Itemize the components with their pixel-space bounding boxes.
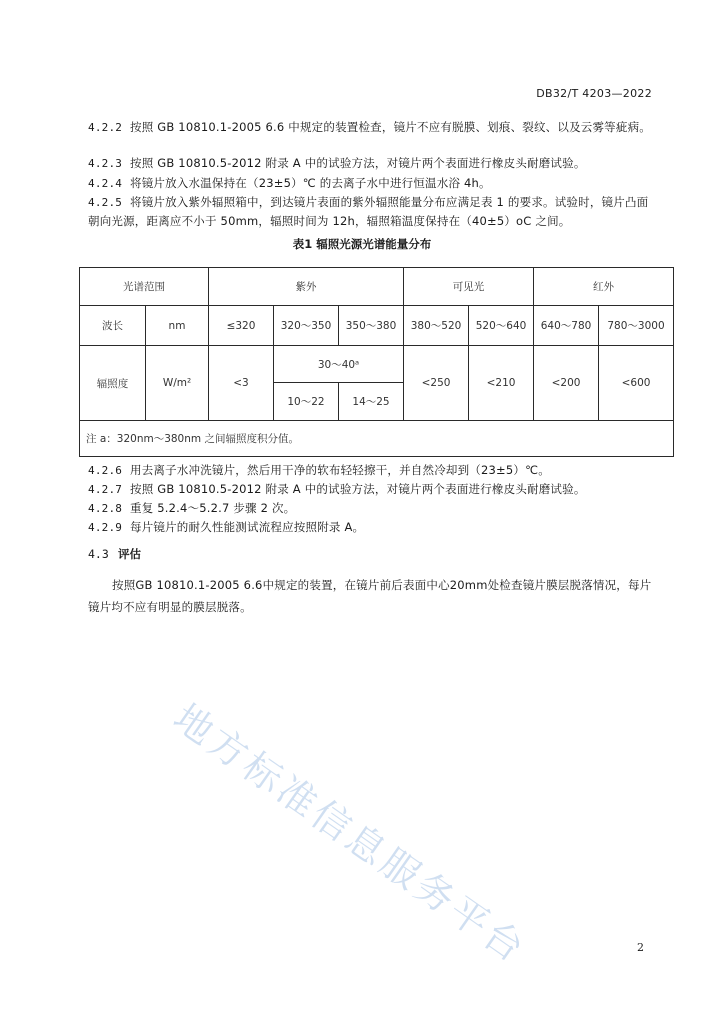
wavelength-cell: 350～380 (339, 306, 404, 346)
clause-4-2-8 (88, 499, 658, 518)
clause-text: 将镜片放入紫外辐照箱中，到达镜片表面的紫外辐照能量分布应满足表 1 的要求。试验时，镜片凸面朝向光源，距离应不小于 50mm，辐照时间为 12h，辐照箱温度保持在（40±5）oC 之间。 (88, 195, 649, 228)
clause-number: 4.2.3 (88, 157, 123, 170)
wavelength-cell: ≤320 (209, 306, 274, 346)
page-number: 2 (637, 941, 644, 954)
clause-text: 按照 GB 10810.1-2005 6.6 中规定的装置检查，镜片不应有脱膜、划痕、裂纹、以及云雾等疵病。 (130, 120, 651, 134)
wavelength-label: 波长 (80, 306, 146, 346)
clause-number: 4.2.9 (88, 521, 123, 534)
irradiance-cell: <3 (209, 346, 274, 421)
wavelength-cell: 640～780 (534, 306, 599, 346)
clause-4-2-6 (88, 461, 658, 480)
wavelength-unit: nm (146, 306, 209, 346)
clause-number: 4.2.4 (88, 177, 123, 190)
clause-4-2-4 (88, 174, 658, 193)
clause-text: 按照 GB 10810.5-2012 附录 A 中的试验方法，对镜片两个表面进行橡皮头耐磨试验。 (130, 482, 586, 496)
clause-4-2-3 (88, 154, 658, 173)
evaluation-paragraph: 按照GB 10810.1-2005 6.6中规定的装置，在镜片前后表面中心20mm处检查镜片膜层脱落情况，每片镜片均不应有明显的膜层脱落。 (88, 578, 652, 614)
header-ultraviolet: 紫外 (209, 268, 404, 306)
irradiance-cell: <210 (469, 346, 534, 421)
header-visible: 可见光 (404, 268, 534, 306)
wavelength-cell: 780～3000 (599, 306, 674, 346)
irradiance-cell: <200 (534, 346, 599, 421)
watermark: 地方标准信息服务平台 (165, 695, 535, 973)
section-heading (88, 546, 141, 562)
header-standard-code: DB32/T 4203—2022 (536, 87, 652, 100)
clause-text: 将镜片放入水温保持在（23±5）℃ 的去离子水中进行恒温水浴 4h。 (130, 176, 491, 190)
spectral-energy-table (79, 267, 674, 457)
clause-text: 按照 GB 10810.5-2012 附录 A 中的试验方法，对镜片两个表面进行橡皮头耐磨试验。 (130, 156, 586, 170)
clause-number: 4.2.2 (88, 121, 123, 134)
header-infrared: 红外 (534, 268, 674, 306)
irradiance-cell: 14～25 (339, 383, 404, 421)
irradiance-unit: W/m² (146, 346, 209, 421)
irradiance-cell: <250 (404, 346, 469, 421)
irradiance-label: 辐照度 (80, 346, 146, 421)
section-title: 评估 (118, 547, 141, 561)
irradiance-merged-cell: 30～40ᵃ (274, 346, 404, 383)
clause-4-2-2 (88, 118, 658, 137)
irradiance-cell: <600 (599, 346, 674, 421)
clause-text: 每片镜片的耐久性能测试流程应按照附录 A。 (130, 520, 365, 534)
clause-4-2-5 (88, 193, 658, 230)
clause-4-2-9 (88, 518, 658, 537)
irradiance-cell: 10～22 (274, 383, 339, 421)
clause-number: 4.2.8 (88, 502, 123, 515)
wavelength-cell: 520～640 (469, 306, 534, 346)
section-number: 4.3 (88, 547, 109, 561)
header-spectral-range: 光谱范围 (80, 268, 209, 306)
table-title: 表1 辐照光源光谱能量分布 (292, 237, 432, 251)
clause-number: 4.2.6 (88, 464, 123, 477)
wavelength-cell: 380～520 (404, 306, 469, 346)
clause-text: 用去离子水冲洗镜片，然后用干净的软布轻轻擦干，并自然冷却到（23±5）℃。 (130, 463, 550, 477)
wavelength-cell: 320～350 (274, 306, 339, 346)
clause-text: 重复 5.2.4～5.2.7 步骤 2 次。 (130, 501, 296, 515)
table-note: 注 a：320nm～380nm 之间辐照度积分值。 (80, 421, 674, 457)
clause-4-2-7 (88, 480, 658, 499)
clause-number: 4.2.7 (88, 483, 123, 496)
clause-number: 4.2.5 (88, 196, 123, 209)
